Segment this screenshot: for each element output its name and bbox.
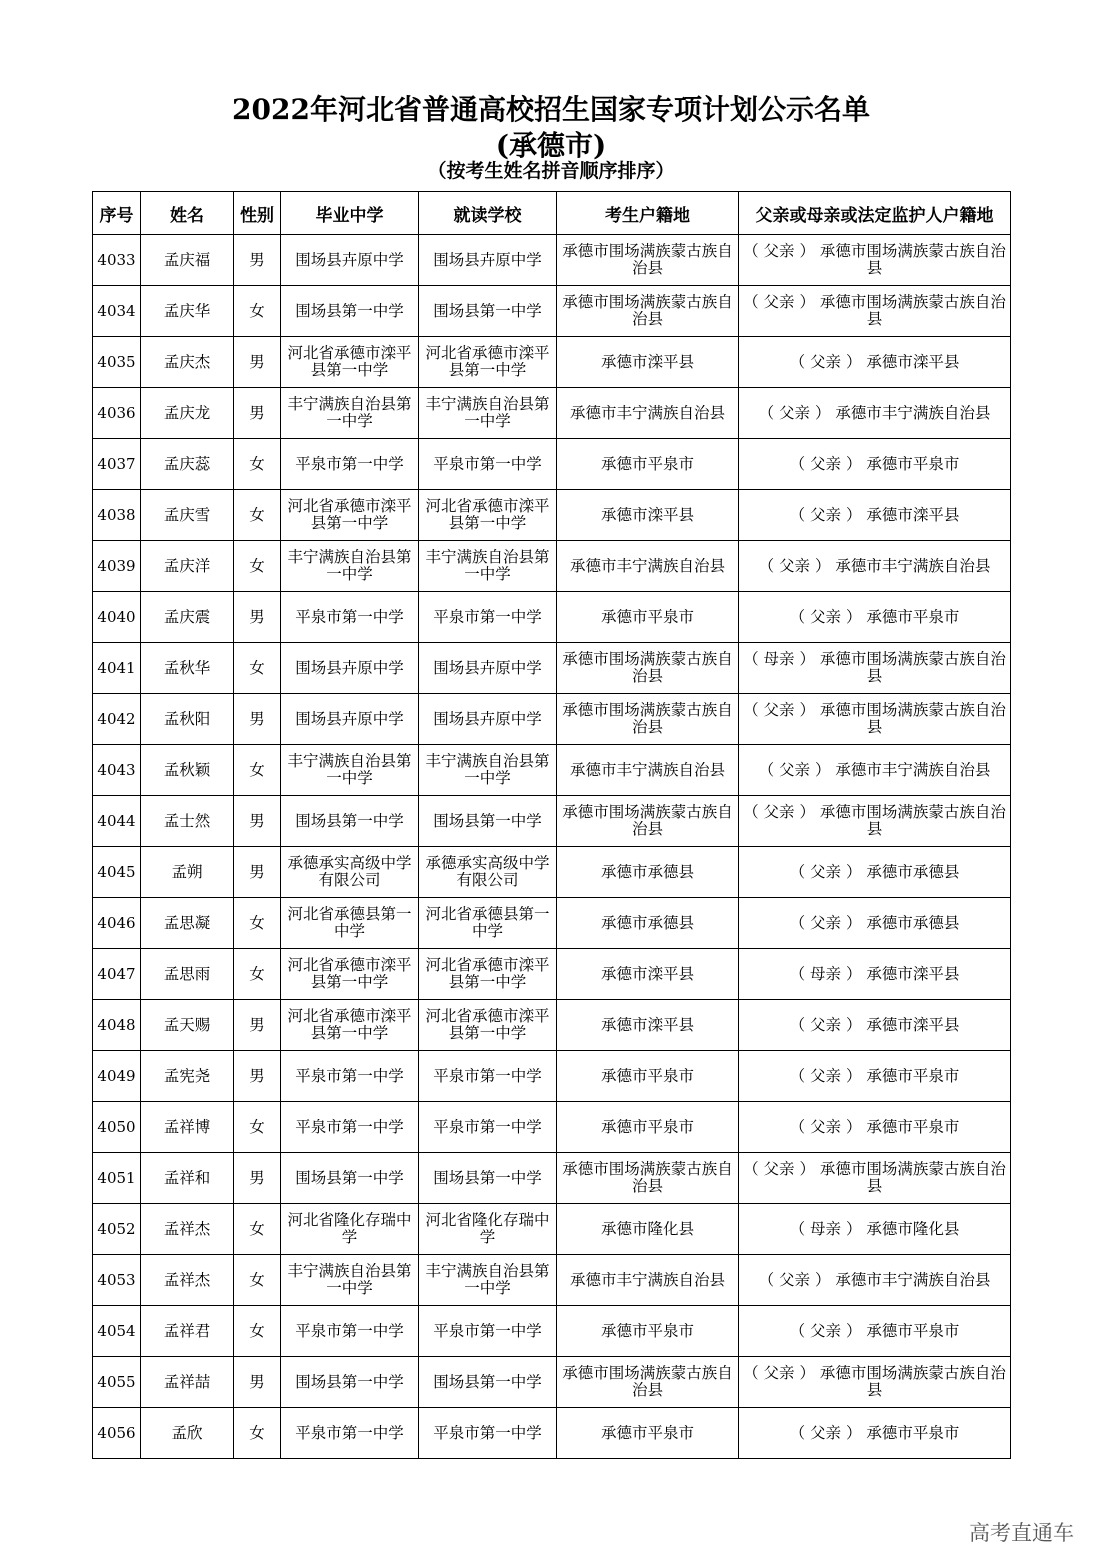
cell-name: 孟祥杰: [141, 1255, 234, 1306]
cell-name: 孟天赐: [141, 1000, 234, 1051]
cell-id: 4047: [93, 949, 141, 1000]
cell-current-school: 围场县卉原中学: [419, 694, 557, 745]
cell-gender: 女: [234, 1204, 281, 1255]
col-header-current-school: 就读学校: [419, 192, 557, 235]
cell-graduated-school: 承德承实高级中学有限公司: [281, 847, 419, 898]
cell-guardian-residence: （ 父亲 ） 承德市平泉市: [739, 1102, 1011, 1153]
cell-id: 4036: [93, 388, 141, 439]
cell-residence: 承德市围场满族蒙古族自治县: [557, 286, 739, 337]
cell-gender: 男: [234, 847, 281, 898]
cell-guardian-residence: （ 父亲 ） 承德市平泉市: [739, 439, 1011, 490]
cell-graduated-school: 平泉市第一中学: [281, 1306, 419, 1357]
cell-id: 4035: [93, 337, 141, 388]
cell-id: 4033: [93, 235, 141, 286]
cell-name: 孟朔: [141, 847, 234, 898]
cell-id: 4056: [93, 1408, 141, 1459]
cell-residence: 承德市丰宁满族自治县: [557, 1255, 739, 1306]
col-header-graduated-school: 毕业中学: [281, 192, 419, 235]
cell-graduated-school: 平泉市第一中学: [281, 1051, 419, 1102]
cell-graduated-school: 丰宁满族自治县第一中学: [281, 745, 419, 796]
cell-guardian-residence: （ 父亲 ） 承德市平泉市: [739, 1306, 1011, 1357]
cell-guardian-residence: （ 父亲 ） 承德市丰宁满族自治县: [739, 388, 1011, 439]
cell-name: 孟祥君: [141, 1306, 234, 1357]
cell-residence: 承德市围场满族蒙古族自治县: [557, 1153, 739, 1204]
table-row: [93, 949, 1011, 1000]
col-header-gender: 性别: [234, 192, 281, 235]
cell-residence: 承德市丰宁满族自治县: [557, 388, 739, 439]
cell-name: 孟祥杰: [141, 1204, 234, 1255]
cell-id: 4038: [93, 490, 141, 541]
cell-gender: 男: [234, 1357, 281, 1408]
cell-graduated-school: 围场县卉原中学: [281, 643, 419, 694]
cell-name: 孟祥和: [141, 1153, 234, 1204]
cell-graduated-school: 围场县第一中学: [281, 1357, 419, 1408]
cell-current-school: 围场县第一中学: [419, 796, 557, 847]
cell-gender: 男: [234, 796, 281, 847]
cell-guardian-residence: （ 父亲 ） 承德市平泉市: [739, 592, 1011, 643]
cell-name: 孟欣: [141, 1408, 234, 1459]
cell-graduated-school: 平泉市第一中学: [281, 439, 419, 490]
cell-id: 4041: [93, 643, 141, 694]
cell-name: 孟祥喆: [141, 1357, 234, 1408]
cell-current-school: 围场县第一中学: [419, 1357, 557, 1408]
cell-id: 4054: [93, 1306, 141, 1357]
cell-gender: 男: [234, 592, 281, 643]
cell-residence: 承德市平泉市: [557, 1051, 739, 1102]
cell-current-school: 围场县第一中学: [419, 1153, 557, 1204]
cell-id: 4055: [93, 1357, 141, 1408]
cell-gender: 女: [234, 1255, 281, 1306]
cell-guardian-residence: （ 母亲 ） 承德市围场满族蒙古族自治县: [739, 643, 1011, 694]
cell-graduated-school: 围场县第一中学: [281, 286, 419, 337]
table-row: [93, 541, 1011, 592]
cell-graduated-school: 平泉市第一中学: [281, 592, 419, 643]
cell-id: 4037: [93, 439, 141, 490]
cell-current-school: 围场县第一中学: [419, 286, 557, 337]
cell-current-school: 丰宁满族自治县第一中学: [419, 745, 557, 796]
cell-graduated-school: 平泉市第一中学: [281, 1408, 419, 1459]
table-row: [93, 1153, 1011, 1204]
cell-gender: 女: [234, 643, 281, 694]
table-row: [93, 643, 1011, 694]
document-title: 2022年河北省普通高校招生国家专项计划公示名单: [232, 93, 870, 126]
cell-current-school: 河北省承德市滦平县第一中学: [419, 337, 557, 388]
cell-graduated-school: 丰宁满族自治县第一中学: [281, 388, 419, 439]
cell-graduated-school: 河北省承德市滦平县第一中学: [281, 337, 419, 388]
cell-gender: 男: [234, 1153, 281, 1204]
cell-guardian-residence: （ 父亲 ） 承德市滦平县: [739, 1000, 1011, 1051]
cell-current-school: 河北省承德市滦平县第一中学: [419, 949, 557, 1000]
col-header-guardian-residence: 父亲或母亲或法定监护人户籍地: [739, 192, 1011, 235]
cell-gender: 男: [234, 337, 281, 388]
table-row: [93, 1102, 1011, 1153]
cell-gender: 男: [234, 694, 281, 745]
cell-guardian-residence: （ 母亲 ） 承德市滦平县: [739, 949, 1011, 1000]
cell-guardian-residence: （ 父亲 ） 承德市丰宁满族自治县: [739, 1255, 1011, 1306]
cell-guardian-residence: （ 父亲 ） 承德市围场满族蒙古族自治县: [739, 235, 1011, 286]
cell-guardian-residence: （ 父亲 ） 承德市平泉市: [739, 1051, 1011, 1102]
cell-residence: 承德市围场满族蒙古族自治县: [557, 694, 739, 745]
cell-id: 4053: [93, 1255, 141, 1306]
cell-graduated-school: 丰宁满族自治县第一中学: [281, 541, 419, 592]
cell-residence: 承德市滦平县: [557, 490, 739, 541]
cell-id: 4050: [93, 1102, 141, 1153]
cell-name: 孟思凝: [141, 898, 234, 949]
cell-residence: 承德市滦平县: [557, 949, 739, 1000]
table-row: [93, 337, 1011, 388]
cell-gender: 女: [234, 1306, 281, 1357]
table-row: [93, 235, 1011, 286]
cell-name: 孟庆龙: [141, 388, 234, 439]
table-row: [93, 1204, 1011, 1255]
cell-current-school: 丰宁满族自治县第一中学: [419, 388, 557, 439]
cell-guardian-residence: （ 父亲 ） 承德市承德县: [739, 847, 1011, 898]
cell-guardian-residence: （ 父亲 ） 承德市滦平县: [739, 490, 1011, 541]
cell-graduated-school: 围场县卉原中学: [281, 694, 419, 745]
cell-current-school: 围场县卉原中学: [419, 643, 557, 694]
cell-current-school: 河北省承德县第一中学: [419, 898, 557, 949]
cell-name: 孟秋华: [141, 643, 234, 694]
cell-gender: 女: [234, 439, 281, 490]
table-row: [93, 694, 1011, 745]
cell-gender: 女: [234, 541, 281, 592]
cell-gender: 女: [234, 949, 281, 1000]
cell-id: 4042: [93, 694, 141, 745]
cell-name: 孟庆雪: [141, 490, 234, 541]
table-row: [93, 1255, 1011, 1306]
cell-current-school: 平泉市第一中学: [419, 439, 557, 490]
cell-name: 孟庆杰: [141, 337, 234, 388]
col-header-id: 序号: [93, 192, 141, 235]
table-row: [93, 286, 1011, 337]
cell-guardian-residence: （ 父亲 ） 承德市承德县: [739, 898, 1011, 949]
cell-current-school: 河北省承德市滦平县第一中学: [419, 1000, 557, 1051]
cell-graduated-school: 围场县第一中学: [281, 796, 419, 847]
cell-graduated-school: 丰宁满族自治县第一中学: [281, 1255, 419, 1306]
table-row: [93, 592, 1011, 643]
cell-residence: 承德市平泉市: [557, 1306, 739, 1357]
sort-note: （按考生姓名拼音顺序排序）: [427, 160, 675, 182]
cell-id: 4045: [93, 847, 141, 898]
cell-guardian-residence: （ 母亲 ） 承德市隆化县: [739, 1204, 1011, 1255]
table-row: [93, 1408, 1011, 1459]
cell-id: 4039: [93, 541, 141, 592]
table-row: [93, 490, 1011, 541]
cell-gender: 男: [234, 1051, 281, 1102]
cell-current-school: 平泉市第一中学: [419, 1051, 557, 1102]
table-row: [93, 1000, 1011, 1051]
cell-guardian-residence: （ 父亲 ） 承德市丰宁满族自治县: [739, 745, 1011, 796]
cell-residence: 承德市丰宁满族自治县: [557, 541, 739, 592]
cell-name: 孟庆震: [141, 592, 234, 643]
cell-id: 4052: [93, 1204, 141, 1255]
cell-current-school: 河北省隆化存瑞中学: [419, 1204, 557, 1255]
cell-gender: 女: [234, 1102, 281, 1153]
table-body: [93, 235, 1011, 1459]
cell-residence: 承德市平泉市: [557, 439, 739, 490]
cell-guardian-residence: （ 父亲 ） 承德市围场满族蒙古族自治县: [739, 796, 1011, 847]
cell-name: 孟庆洋: [141, 541, 234, 592]
cell-residence: 承德市滦平县: [557, 337, 739, 388]
cell-name: 孟思雨: [141, 949, 234, 1000]
cell-name: 孟秋颖: [141, 745, 234, 796]
cell-name: 孟士然: [141, 796, 234, 847]
cell-gender: 女: [234, 286, 281, 337]
cell-guardian-residence: （ 父亲 ） 承德市围场满族蒙古族自治县: [739, 1153, 1011, 1204]
cell-guardian-residence: （ 父亲 ） 承德市滦平县: [739, 337, 1011, 388]
cell-residence: 承德市围场满族蒙古族自治县: [557, 796, 739, 847]
cell-residence: 承德市平泉市: [557, 1408, 739, 1459]
cell-residence: 承德市承德县: [557, 898, 739, 949]
table-row: [93, 796, 1011, 847]
cell-residence: 承德市承德县: [557, 847, 739, 898]
cell-gender: 女: [234, 1408, 281, 1459]
cell-gender: 女: [234, 490, 281, 541]
cell-residence: 承德市平泉市: [557, 592, 739, 643]
cell-id: 4048: [93, 1000, 141, 1051]
cell-name: 孟宪尧: [141, 1051, 234, 1102]
cell-current-school: 丰宁满族自治县第一中学: [419, 541, 557, 592]
col-header-name: 姓名: [141, 192, 234, 235]
cell-current-school: 平泉市第一中学: [419, 592, 557, 643]
cell-id: 4049: [93, 1051, 141, 1102]
cell-current-school: 丰宁满族自治县第一中学: [419, 1255, 557, 1306]
cell-graduated-school: 河北省承德市滦平县第一中学: [281, 949, 419, 1000]
cell-id: 4046: [93, 898, 141, 949]
table-row: [93, 847, 1011, 898]
col-header-residence: 考生户籍地: [557, 192, 739, 235]
cell-id: 4051: [93, 1153, 141, 1204]
cell-current-school: 围场县卉原中学: [419, 235, 557, 286]
table-row: [93, 898, 1011, 949]
cell-graduated-school: 围场县第一中学: [281, 1153, 419, 1204]
cell-gender: 男: [234, 1000, 281, 1051]
cell-guardian-residence: （ 父亲 ） 承德市平泉市: [739, 1408, 1011, 1459]
cell-gender: 男: [234, 235, 281, 286]
cell-guardian-residence: （ 父亲 ） 承德市丰宁满族自治县: [739, 541, 1011, 592]
cell-id: 4043: [93, 745, 141, 796]
table-row: [93, 745, 1011, 796]
cell-current-school: 平泉市第一中学: [419, 1408, 557, 1459]
document-subtitle: (承德市): [495, 129, 607, 162]
cell-id: 4040: [93, 592, 141, 643]
cell-gender: 女: [234, 745, 281, 796]
cell-graduated-school: 河北省承德市滦平县第一中学: [281, 490, 419, 541]
cell-current-school: 平泉市第一中学: [419, 1102, 557, 1153]
cell-guardian-residence: （ 父亲 ） 承德市围场满族蒙古族自治县: [739, 1357, 1011, 1408]
cell-residence: 承德市围场满族蒙古族自治县: [557, 643, 739, 694]
cell-gender: 女: [234, 898, 281, 949]
cell-graduated-school: 河北省承德市滦平县第一中学: [281, 1000, 419, 1051]
cell-current-school: 河北省承德市滦平县第一中学: [419, 490, 557, 541]
table-header-row: [93, 192, 1011, 235]
roster-table: [92, 191, 1011, 1459]
cell-graduated-school: 河北省承德县第一中学: [281, 898, 419, 949]
cell-name: 孟祥博: [141, 1102, 234, 1153]
cell-residence: 承德市围场满族蒙古族自治县: [557, 235, 739, 286]
cell-name: 孟秋阳: [141, 694, 234, 745]
cell-residence: 承德市滦平县: [557, 1000, 739, 1051]
cell-name: 孟庆福: [141, 235, 234, 286]
cell-id: 4044: [93, 796, 141, 847]
table-row: [93, 388, 1011, 439]
cell-current-school: 平泉市第一中学: [419, 1306, 557, 1357]
cell-guardian-residence: （ 父亲 ） 承德市围场满族蒙古族自治县: [739, 286, 1011, 337]
cell-residence: 承德市围场满族蒙古族自治县: [557, 1357, 739, 1408]
cell-residence: 承德市丰宁满族自治县: [557, 745, 739, 796]
table-row: [93, 1306, 1011, 1357]
cell-graduated-school: 平泉市第一中学: [281, 1102, 419, 1153]
cell-current-school: 承德承实高级中学有限公司: [419, 847, 557, 898]
cell-residence: 承德市隆化县: [557, 1204, 739, 1255]
cell-guardian-residence: （ 父亲 ） 承德市围场满族蒙古族自治县: [739, 694, 1011, 745]
cell-graduated-school: 河北省隆化存瑞中学: [281, 1204, 419, 1255]
cell-residence: 承德市平泉市: [557, 1102, 739, 1153]
cell-name: 孟庆华: [141, 286, 234, 337]
cell-id: 4034: [93, 286, 141, 337]
table-row: [93, 1357, 1011, 1408]
cell-gender: 男: [234, 388, 281, 439]
cell-name: 孟庆蕊: [141, 439, 234, 490]
watermark: 高考直通车: [969, 1521, 1074, 1545]
table-row: [93, 439, 1011, 490]
table-row: [93, 1051, 1011, 1102]
cell-graduated-school: 围场县卉原中学: [281, 235, 419, 286]
